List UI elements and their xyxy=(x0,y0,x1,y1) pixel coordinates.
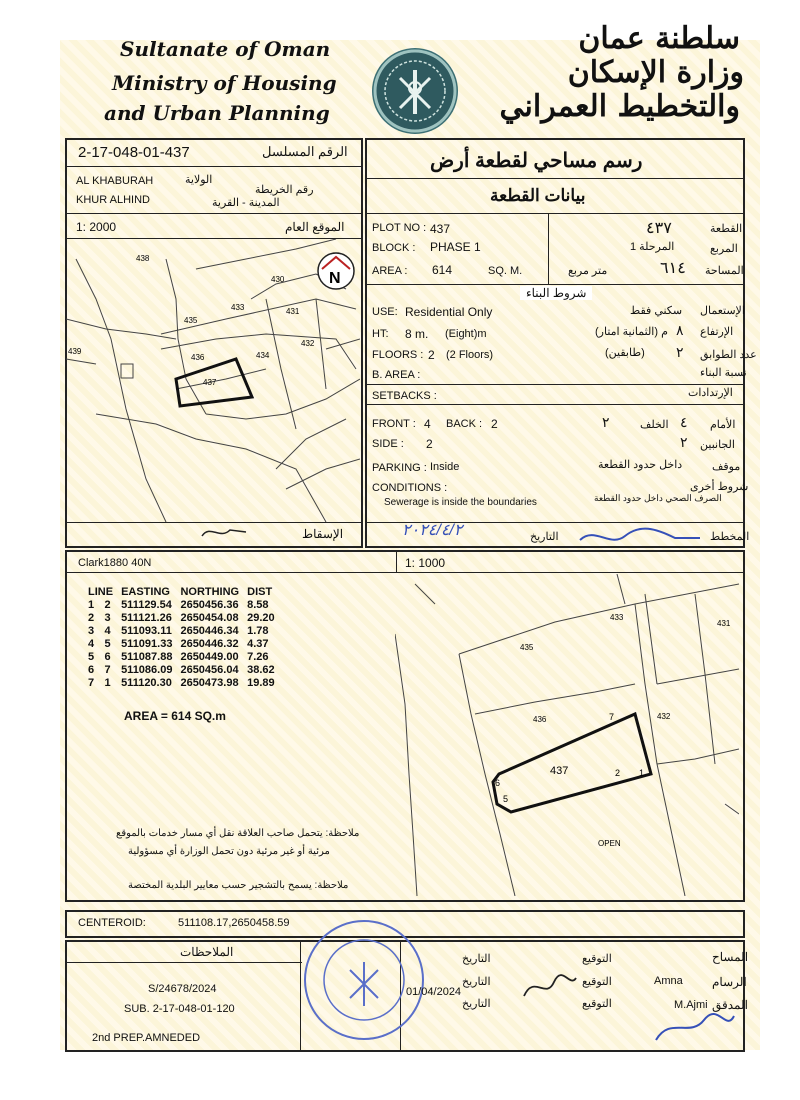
block-ar-value: المرحلة 1 xyxy=(630,241,675,253)
header-ar-line3: والتخطيط العمراني xyxy=(499,89,740,124)
datum-label: Clark1880 40N xyxy=(78,557,152,569)
plan-label-439: 439 xyxy=(68,347,82,356)
front-ar-value: ٤ xyxy=(680,414,688,430)
vertex-6: 6 xyxy=(495,778,501,788)
back-value: 2 xyxy=(491,417,498,431)
use-ar-label: الإستعمال xyxy=(700,305,745,317)
setbacks-ar-label: الإرتدادات xyxy=(688,387,733,399)
area-value: 614 xyxy=(432,263,453,277)
document-title: رسم مساحي لقطعة أرض xyxy=(430,150,643,172)
checker-name: M.Ajmi xyxy=(674,999,708,1011)
barea-label: B. AREA : xyxy=(372,369,421,381)
checker-date-label: التاريخ xyxy=(462,998,491,1010)
plan-big-431: 431 xyxy=(717,619,731,628)
note-1: ملاحظة: يتحمل صاحب العلاقة نقل أي مسار خدمات بالموقع xyxy=(116,828,360,839)
block-ar-label: المربع xyxy=(710,243,738,255)
centroid-label: CENTEROID: xyxy=(78,917,146,929)
header-en-line1: Sultanate of Oman xyxy=(120,37,331,61)
plan-label-438: 438 xyxy=(136,254,150,263)
section-title: بيانات القطعة xyxy=(490,186,586,205)
remarks-prep: 2nd PREP.AMNEDED xyxy=(92,1032,201,1044)
area-ar-unit: متر مربع xyxy=(568,265,608,277)
plan-label-434: 434 xyxy=(256,351,270,360)
svg-text:N: N xyxy=(329,270,341,287)
drafter-date: 01/04/2024 xyxy=(406,986,462,998)
projection-label: الإسقاط xyxy=(302,527,344,541)
map-no-label: رقم الخريطة xyxy=(255,184,314,196)
conditions-heading: شروط البناء xyxy=(520,286,592,300)
front-label: FRONT : xyxy=(372,418,416,430)
location-label: الموقع العام xyxy=(285,220,345,234)
block-label: BLOCK : xyxy=(372,242,416,254)
conditions-ar-label: شروط أخرى xyxy=(690,481,749,493)
remarks-label: الملاحظات xyxy=(180,945,234,959)
plan-big-432: 432 xyxy=(657,712,671,721)
surveyor-label: المساح xyxy=(712,950,749,964)
front-value: 4 xyxy=(424,417,431,431)
drafter-label: الرسام xyxy=(712,975,747,989)
remarks-ref: S/24678/2024 xyxy=(148,983,217,995)
serial-value: 2-17-048-01-437 xyxy=(78,144,190,161)
header-en-line2: Ministry of Housing xyxy=(112,71,337,95)
plan-label-436: 436 xyxy=(191,353,205,362)
floors-words: (2 Floors) xyxy=(446,349,494,361)
side-ar-value: ٢ xyxy=(680,434,688,450)
back-label: BACK : xyxy=(446,418,483,430)
plot-label: PLOT NO : xyxy=(372,222,427,234)
parking-ar-value: داخل حدود القطعة xyxy=(598,459,683,471)
plan-open: OPEN xyxy=(598,839,621,848)
planner-signature xyxy=(575,522,705,550)
drafter-signature-label: التوقيع xyxy=(582,976,612,988)
plan-big-433: 433 xyxy=(610,613,624,622)
emblem-logo xyxy=(372,48,458,134)
site-plan xyxy=(395,574,739,896)
table-row: 4 5 511091.33 2650446.32 4.37 xyxy=(88,638,269,650)
parking-value: Inside xyxy=(430,461,460,473)
side-label: SIDE : xyxy=(372,438,404,450)
table-row: 1 2 511129.54 2650456.36 8.58 xyxy=(88,599,269,611)
back-ar-value: ٢ xyxy=(602,414,610,430)
floors-ar-value: ٢ xyxy=(676,344,684,360)
parking-label: PARKING : xyxy=(372,462,427,474)
location-map xyxy=(66,239,360,522)
plan-label-432: 432 xyxy=(301,339,315,348)
floors-ar-words: (طابقين) xyxy=(605,347,645,359)
date-label: التاريخ xyxy=(530,531,559,543)
survey-scale: 1: 1000 xyxy=(405,556,446,570)
vertex-5: 5 xyxy=(503,794,509,804)
ht-ar-value: ٨ xyxy=(676,322,684,338)
ht-words: (Eight)m xyxy=(445,328,487,340)
centroid-value: 511108.17,2650458.59 xyxy=(178,917,290,929)
plan-label-431: 431 xyxy=(286,307,300,316)
plan-big-435: 435 xyxy=(520,643,534,652)
ht-ar-label: الإرتفاع xyxy=(700,326,734,338)
coordinate-table xyxy=(84,586,279,690)
wilayat-label: الولاية xyxy=(185,174,213,186)
surveyor-date-label: التاريخ xyxy=(462,953,491,965)
header-en-line3: and Urban Planning xyxy=(104,101,330,125)
header-ar-line1: سلطنة عمان xyxy=(578,21,740,56)
col-northing: NORTHING xyxy=(180,586,240,598)
note-2: مرئية أو غير مرئية دون تحمل الوزارة أي مسؤولية xyxy=(128,846,330,857)
col-dist: DIST xyxy=(247,586,273,598)
col-easting: EASTING xyxy=(121,586,170,598)
table-row: 7 1 511120.30 2650473.98 19.89 xyxy=(88,677,275,689)
barea-ar-label: نسبة البناء xyxy=(700,367,747,379)
remarks-sub: SUB. 2-17-048-01-120 xyxy=(124,1003,235,1015)
side-ar-label: الجانبين xyxy=(700,439,735,451)
floors-label: FLOORS : xyxy=(372,349,424,361)
handwritten-date: ٢٠٢٤/٤/٢ xyxy=(402,522,463,539)
plan-label-433: 433 xyxy=(231,303,245,312)
wilayat-value: AL KHABURAH xyxy=(76,175,154,187)
plan-big-436: 436 xyxy=(533,715,547,724)
plot-ar-label: القطعة xyxy=(710,223,743,235)
surveyor-signature-label: التوقيع xyxy=(582,953,612,965)
floors-ar-label: عدد الطوابق xyxy=(700,349,757,361)
block-value: PHASE 1 xyxy=(430,240,481,254)
table-row: 2 3 511121.26 2650454.08 29.20 xyxy=(88,612,275,624)
col-line: LINE xyxy=(88,586,114,598)
city-value: KHUR ALHIND xyxy=(76,194,150,206)
use-value: Residential Only xyxy=(405,305,493,319)
vertex-2: 2 xyxy=(615,768,621,778)
city-label: المدينة - القرية xyxy=(212,197,280,209)
table-row: 3 4 511093.11 2650446.34 1.78 xyxy=(88,625,269,637)
area-label: AREA : xyxy=(372,265,408,277)
area-total: AREA = 614 SQ.m xyxy=(124,709,226,723)
ht-label: HT: xyxy=(372,328,389,340)
front-ar-label: الأمام xyxy=(710,419,736,431)
area-ar-label: المساحة xyxy=(705,265,744,277)
checker-signature-label: التوقيع xyxy=(582,998,612,1010)
conditions-value: Sewerage is inside the boundaries xyxy=(384,497,537,508)
back-ar-label: الخلف xyxy=(640,419,669,431)
ht-value: 8 m. xyxy=(405,327,429,341)
planner-label: المخطط xyxy=(710,531,750,543)
use-ar-value: سكني فقط xyxy=(630,305,683,317)
conditions-ar-value: الصرف الصحي داخل حدود القطعة xyxy=(594,493,722,503)
vertex-1: 1 xyxy=(639,768,645,778)
plot-ar-value: ٤٣٧ xyxy=(646,220,672,237)
floors-value: 2 xyxy=(428,348,435,362)
area-unit: SQ. M. xyxy=(488,265,523,277)
checker-signature xyxy=(650,1010,738,1046)
area-ar-value: ٦١٤ xyxy=(660,260,686,277)
side-value: 2 xyxy=(426,437,433,451)
plan-big-437: 437 xyxy=(550,765,569,777)
table-row: 5 6 511087.88 2650449.00 7.26 xyxy=(88,651,269,663)
drafter-signature xyxy=(520,968,580,1008)
drafter-date-label: التاريخ xyxy=(462,976,491,988)
setbacks-label: SETBACKS : xyxy=(372,390,437,402)
ht-ar-words: م (الثمانية امتار) xyxy=(595,326,668,338)
north-arrow-icon xyxy=(318,253,354,289)
plot-value: 437 xyxy=(430,222,451,236)
serial-label: الرقم المسلسل xyxy=(262,144,348,159)
plan-label-430: 430 xyxy=(271,275,285,284)
plan-label-437: 437 xyxy=(203,378,217,387)
use-label: USE: xyxy=(372,306,398,318)
drafter-name: Amna xyxy=(654,975,683,987)
vertex-7: 7 xyxy=(609,712,615,722)
conditions-label: CONDITIONS : xyxy=(372,482,448,494)
plan-label-435: 435 xyxy=(184,316,198,325)
location-scale: 1: 2000 xyxy=(76,220,117,234)
note-3: ملاحظة: يسمح بالتشجير حسب معايير البلدية المختصة xyxy=(128,880,349,891)
header-ar-line2: وزارة الإسكان xyxy=(567,55,744,90)
parking-ar-label: موقف xyxy=(712,461,741,473)
projection-signature xyxy=(200,522,250,542)
checker-label: المدقق xyxy=(712,998,748,1012)
table-row: 6 7 511086.09 2650456.04 38.62 xyxy=(88,664,275,676)
ministry-stamp xyxy=(304,920,424,1040)
